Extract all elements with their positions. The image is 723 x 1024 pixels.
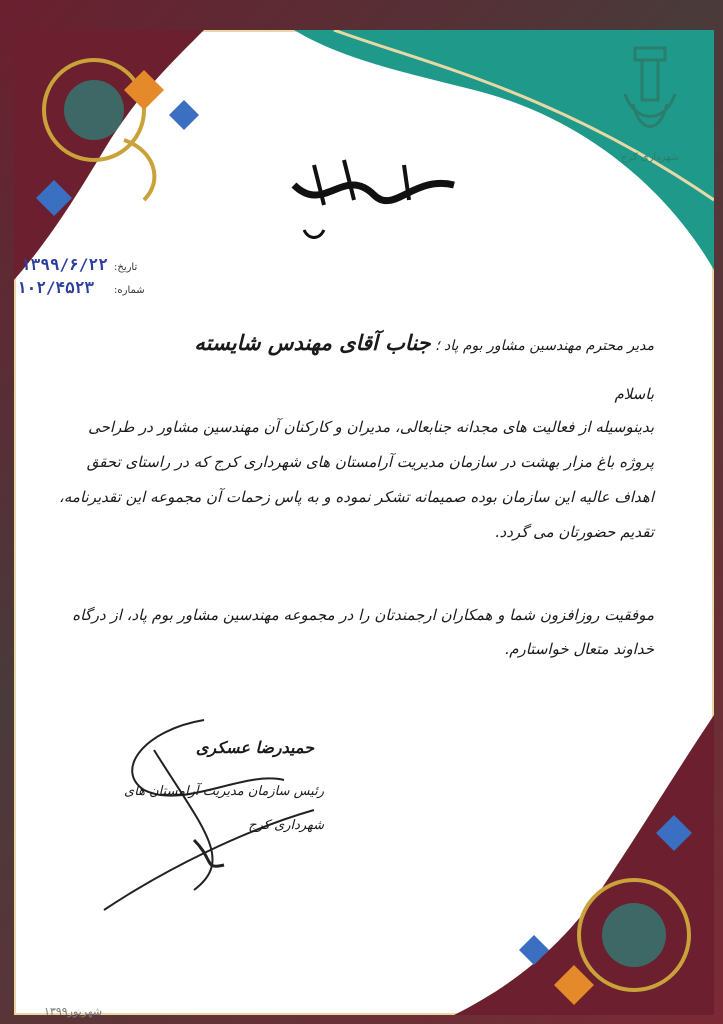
certificate-sheet (14, 30, 714, 1018)
appreciation-paragraph: بدینوسیله از فعالیت های مجدانه جنابعالی، مدیران و کارکنان آن مهندسین مشاور در طراحی پروژه باغ مزار بهشت در سازمان مدیریت آرامستان های شهرداری کرج که در راستای تحقق اهداف عالیه این سازمان بوده صمیمانه تشکر نموده و به پاس زحمات آن مجموعه این تقدیرنامه، تقدیم حضورتان می گردد. (59, 418, 654, 541)
addressee (54, 330, 654, 355)
number-value: ۱۰۲/۴۵۲۳ (17, 278, 95, 297)
signatory-title-line1: رئیس سازمان مدیریت آرامستان های (124, 784, 324, 799)
date-value: ۱۳۹۹/۶/۲۲ (21, 255, 108, 274)
logo-caption: شهرداری کرج (620, 152, 680, 163)
signatory-title-line2: شهرداری کرج (248, 818, 324, 833)
addressee-name: جناب آقای مهندس شایسته (194, 330, 431, 355)
bottom-right-ornament (454, 715, 714, 1015)
wishes-paragraph: موفقیت روزافزون شما و همکاران ارجمندتان را در مجموعه مهندسین مشاور بوم پاد، از درگاه خداوند متعال خواستارم. (72, 606, 654, 658)
municipality-logo (610, 44, 690, 163)
karaj-emblem-icon (615, 44, 685, 144)
signatory-name: حمیدرضا عسکری (195, 738, 314, 757)
addressee-lead: مدیر محترم مهندسین مشاور بوم پاد ؛ (430, 338, 654, 354)
footer-date: شهریور۱۳۹۹ (44, 1005, 103, 1018)
number-label: شماره: (114, 285, 145, 296)
date-label: تاریخ: (114, 262, 138, 273)
salutation: باسلام (614, 385, 654, 403)
top-left-ornament (14, 30, 274, 280)
basmala-calligraphy (284, 145, 464, 245)
signatory-title (104, 775, 324, 843)
